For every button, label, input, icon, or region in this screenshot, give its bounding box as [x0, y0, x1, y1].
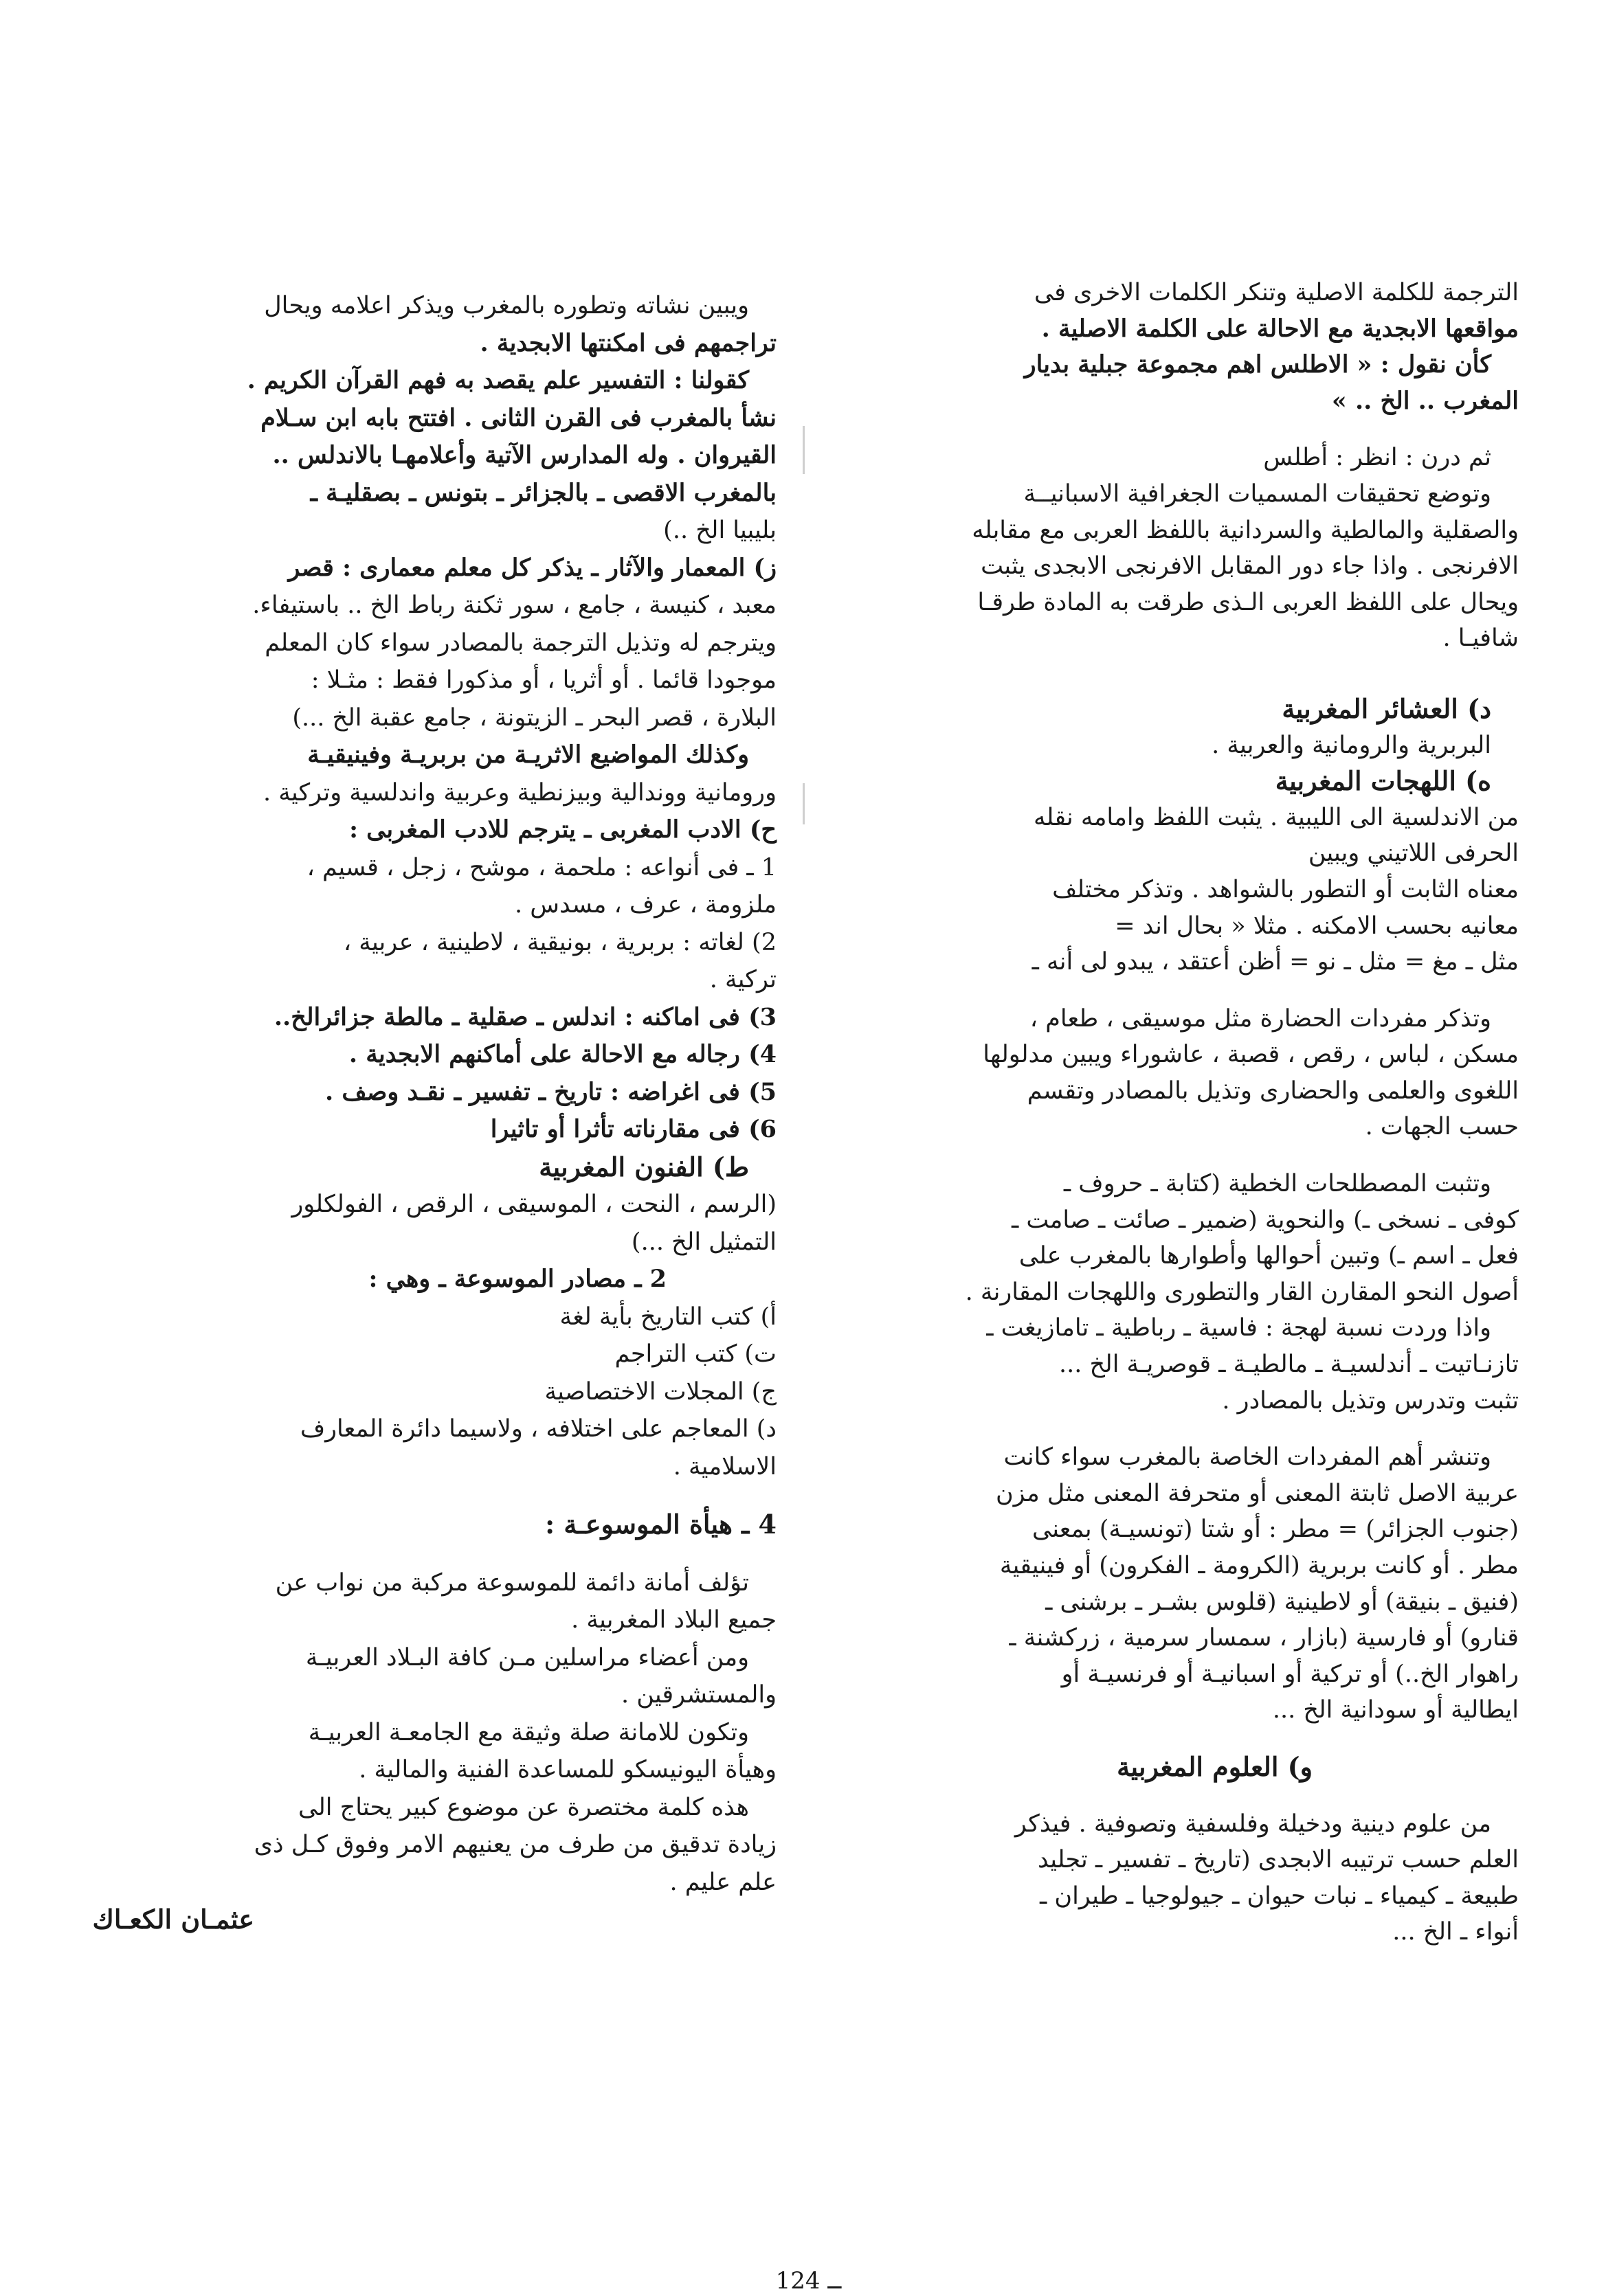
lc-arch-line: ز) المعمار والآثار ـ يذكر كل معلم معمارى : قصر	[288, 553, 777, 582]
rc-civ-line: مسكن ، لباس ، رقص ، قصبة ، عاشوراء ويبين مدلولها	[983, 1041, 1519, 1069]
rc-vocab-line: ايطالية أو سودانية الخ ...	[1272, 1696, 1519, 1724]
lc-intro-line: ويبين نشاته وتطوره بالمغرب ويذكر اعلامه ويحال	[264, 292, 749, 319]
rc-dialects-line: معانيه بحسب الامكنه . مثلا « بحال اند =	[1115, 912, 1519, 940]
rc-vocab-line: مطر . أو كانت بربرية (الكرومة ـ الفكرون) أو فينيقية	[999, 1552, 1519, 1579]
rc-terms-line: واذا وردت نسبة لهجة : فاسية ـ رباطية ـ تامازيغت ـ	[986, 1314, 1491, 1342]
lc-arch-line: ورومانية ووندالية وبيزنطية وعربية واندلسية وتركية .	[263, 778, 777, 807]
heading-body: 4 ـ هيأة الموسوعـة :	[545, 1509, 777, 1540]
lc-arts-line: التمثيل الخ ...)	[631, 1228, 777, 1256]
rc-dialects-line: من الاندلسية الى الليبية . يثبت اللفظ وامامه نقله	[1034, 803, 1519, 831]
lc-arch-line: وكذلك المواضيع الاثريـة من بربريـة وفينيقيـة	[307, 741, 749, 769]
lc-body-line: تؤلف أمانة دائمة للموسوعة مركبة من نواب عن	[275, 1568, 749, 1597]
rc-vocab-line: (جنوب الجزائر) = مطر : أو شتا (تونسيـة) بمعنى	[1032, 1516, 1519, 1544]
rc-atlas-line: الافرنجى . واذا جاء دور المقابل الافرنجى الابجدى يثبت	[981, 552, 1519, 581]
lc-body-line: وتكون للامانة صلة وثيقة مع الجامعـة العربيـة	[308, 1718, 749, 1746]
lc-sources-line: 2 ـ مصادر الموسوعة ـ وهي :	[368, 1265, 667, 1293]
lc-tafsir-line: القيروان . وله المدارس الآتية وأعلامهـا بالاندلس ..	[272, 441, 777, 469]
rc-sciences-line: طبيعة ـ كيمياء ـ نبات حيوان ـ جيولوجيا ـ طيران ـ	[1040, 1882, 1519, 1910]
rc-vocab-line: راهوار الخ..) أو تركية أو اسبانيـة أو فرنسيـة أو	[1061, 1660, 1519, 1688]
rc-terms-line: تازنـاتيت ـ أندلسيـة ـ مالطيـة ـ قوصريـة الخ ...	[1058, 1351, 1519, 1379]
lc-tafsir-line: نشأ بالمغرب فى القرن الثانى . افتتح بابه ابن سـلام	[260, 403, 777, 432]
rc-vocab-line: وتنشر أهم المفردات الخاصة بالمغرب سواء كانت	[1003, 1443, 1491, 1472]
rc-dialects-line: مثل ـ مغ = مثل ـ نو = أظن أعتقد ، يبدو لى أنه ـ	[1031, 948, 1519, 976]
rc-terms-line: وتثبت المصطلحات الخطية (كتابة ـ حروف ـ	[1063, 1170, 1491, 1198]
lc-body-line: ومن أعضاء مراسلين مـن كافة البـلاد العربيـة	[305, 1643, 749, 1672]
rc-sciences-line: العلم حسب ترتيبه الابجدى (تاريخ ـ تفسير ـ تجليد	[1037, 1846, 1519, 1874]
rc-intro-line: مواقعها الابجدية مع الاحالة على الكلمة الاصلية .	[1041, 314, 1519, 343]
rc-vocab-line: قنارو) أو فارسية (بازار ، سمسار سرمية ، زركشنة ـ	[1009, 1624, 1519, 1652]
lc-lit-line: 1 ـ فى أنواعه : ملحمة ، موشح ، زجل ، قسيم ،	[306, 853, 777, 881]
lc-tafsir-line: بليبيا الخ ..)	[663, 517, 777, 544]
rc-civ-line: حسب الجهات .	[1365, 1113, 1519, 1141]
rc-vocab-line: عربية الاصل ثابتة المعنى أو متحرفة المعنى مثل مزن	[995, 1479, 1519, 1507]
lc-sources-line: ج) المجلات الاختصاصية	[544, 1377, 777, 1406]
heading-tribes: د) العشائر المغربية	[1282, 693, 1491, 724]
lc-body-line: جميع البلاد المغربية .	[571, 1606, 777, 1634]
lc-body-line: هذه كلمة مختصرة عن موضوع كبير يحتاج الى	[298, 1793, 749, 1821]
lc-lit-line: 3) فى اماكنه : اندلس ـ صقلية ـ مالطة جزائرالخ..	[274, 1002, 777, 1031]
rc-atlas-line: ويحال على اللفظ العربى الـذى طرقت به المادة طرقـا	[977, 588, 1519, 616]
rc-terms-line: تثبت وتدرس وتذيل بالمصادر .	[1222, 1386, 1519, 1415]
lc-arch-line: البلارة ، قصر البحر ـ الزيتونة ، جامع عقبة الخ ...)	[292, 704, 777, 732]
lc-body-line: زيادة تدقيق من طرف من يعنيهم الامر وفوق كـل ذى	[254, 1831, 777, 1858]
lc-body-line: والمستشرقين .	[621, 1681, 777, 1709]
author-signature: عثمـان الكعـاك	[92, 1904, 254, 1935]
right-column	[825, 275, 1519, 1950]
rc-intro-line: المغرب .. الخ .. »	[1331, 386, 1519, 415]
rc-civ-line: اللغوى والعلمى والحضارى وتذيل بالمصادر وتقسم	[1027, 1077, 1519, 1105]
lc-lit-line: تركية .	[709, 966, 777, 993]
lc-lit-line: ح) الادب المغربى ـ يترجم للادب المغربى :	[349, 815, 777, 844]
left-column	[89, 287, 777, 1939]
lc-lit-line: 6) فى مقارناته تأثرا أو تاثيرا	[490, 1115, 777, 1143]
rc-atlas-line: والصقلية والمالطية والسردانية باللفظ العربى مع مقابله	[972, 516, 1519, 544]
lc-intro-line: تراجمهم فى امكنتها الابجدية .	[480, 328, 777, 357]
page-number: ــ 124	[775, 2267, 842, 2295]
rc-atlas-line: ثم درن : انظر : أطلس	[1263, 444, 1491, 472]
lc-lit-line: 2) لغاته : بربرية ، بونيقية ، لاطينية ، عربية ،	[343, 928, 777, 956]
rc-tribes-text: البربرية والرومانية والعربية .	[1212, 731, 1491, 759]
rc-intro-line: كأن نقول : « الاطلس اهم مجموعة جبلية بديار	[1024, 350, 1491, 379]
heading-dialects: ه) اللهجات المغربية	[1275, 765, 1491, 797]
lc-arch-line: موجودا قائما . أو أثريا ، أو مذكورا فقط : مثـلا :	[311, 666, 777, 694]
lc-sources-line: أ) كتب التاريخ بأية لغة	[559, 1303, 777, 1331]
rc-terms-line: فعل ـ اسم ـ) وتبين أحوالها وأطوارها بالمغرب على	[1018, 1242, 1519, 1270]
lc-sources-line: د) المعاجم على اختلافه ، ولاسيما دائرة المعارف	[300, 1415, 777, 1443]
lc-sources-line: الاسلامية .	[673, 1452, 777, 1481]
rc-dialects-line: معناه الثابت أو التطور بالشواهد . وتذكر مختلف	[1052, 875, 1519, 903]
rc-atlas-line: شافيـا .	[1442, 624, 1519, 653]
scan-mark	[803, 783, 805, 824]
heading-sciences: و) العلوم المغربية	[1117, 1751, 1313, 1782]
lc-lit-line: 4) رجاله مع الاحالة على أماكنهم الابجدية .	[348, 1040, 777, 1068]
lc-body-line: وهيأة اليونيسكو للمساعدة الفنية والمالية .	[359, 1756, 777, 1783]
lc-body-line: علم عليم .	[669, 1868, 777, 1896]
rc-terms-line: أصول النحو المقارن القار والتطورى واللهجات المقارنة .	[965, 1278, 1519, 1306]
rc-sciences-line: من علوم دينية ودخيلة وفلسفية وتصوفية . فيذكر	[1014, 1810, 1491, 1838]
lc-tafsir-line: بالمغرب الاقصى ـ بالجزائر ـ بتونس ـ بصقليـة ـ	[310, 478, 777, 507]
heading-arts: ط) الفنون المغربية	[539, 1151, 749, 1182]
lc-arch-line: ويترجم له وتذيل الترجمة بالمصادر سواء كان المعلم	[265, 629, 777, 657]
lc-sources-line: ت) كتب التراجم	[614, 1340, 777, 1368]
rc-sciences-line: أنواء ـ الخ ...	[1392, 1918, 1519, 1946]
rc-dialects-line: الحرفى اللاتيني ويبين	[1308, 840, 1519, 868]
rc-vocab-line: (فنيق ـ بنيقة) أو لاطينية (قلوس بشـر ـ برشنى ـ	[1045, 1588, 1519, 1616]
lc-arch-line: معبد ، كنيسة ، جامع ، سور ثكنة رباط الخ .. باستيفاء.	[252, 592, 777, 619]
rc-civ-line: وتذكر مفردات الحضارة مثل موسيقى ، طعام ،	[1029, 1004, 1491, 1033]
rc-atlas-line: وتوضع تحقيقات المسميات الجغرافية الاسبانيــة	[1023, 480, 1491, 508]
scan-mark	[803, 426, 805, 474]
lc-lit-line: ملزومة ، عرف ، مسدس .	[515, 891, 777, 919]
rc-intro-line: الترجمة للكلمة الاصلية وتنكر الكلمات الاخرى فى	[1034, 279, 1519, 306]
rc-terms-line: كوفى ـ نسخى ـ) والنحوية (ضمير ـ صائت ـ صامت ـ	[1011, 1206, 1519, 1234]
lc-arts-line: (الرسم ، النحت ، الموسيقى ، الرقص ، الفولكلور	[291, 1191, 777, 1218]
lc-lit-line: 5) فى اغراضه : تاريخ ـ تفسير ـ نقـد وصف .	[325, 1077, 777, 1106]
lc-tafsir-line: كقولنا : التفسير علم يقصد به فهم القرآن الكريم .	[247, 366, 749, 394]
